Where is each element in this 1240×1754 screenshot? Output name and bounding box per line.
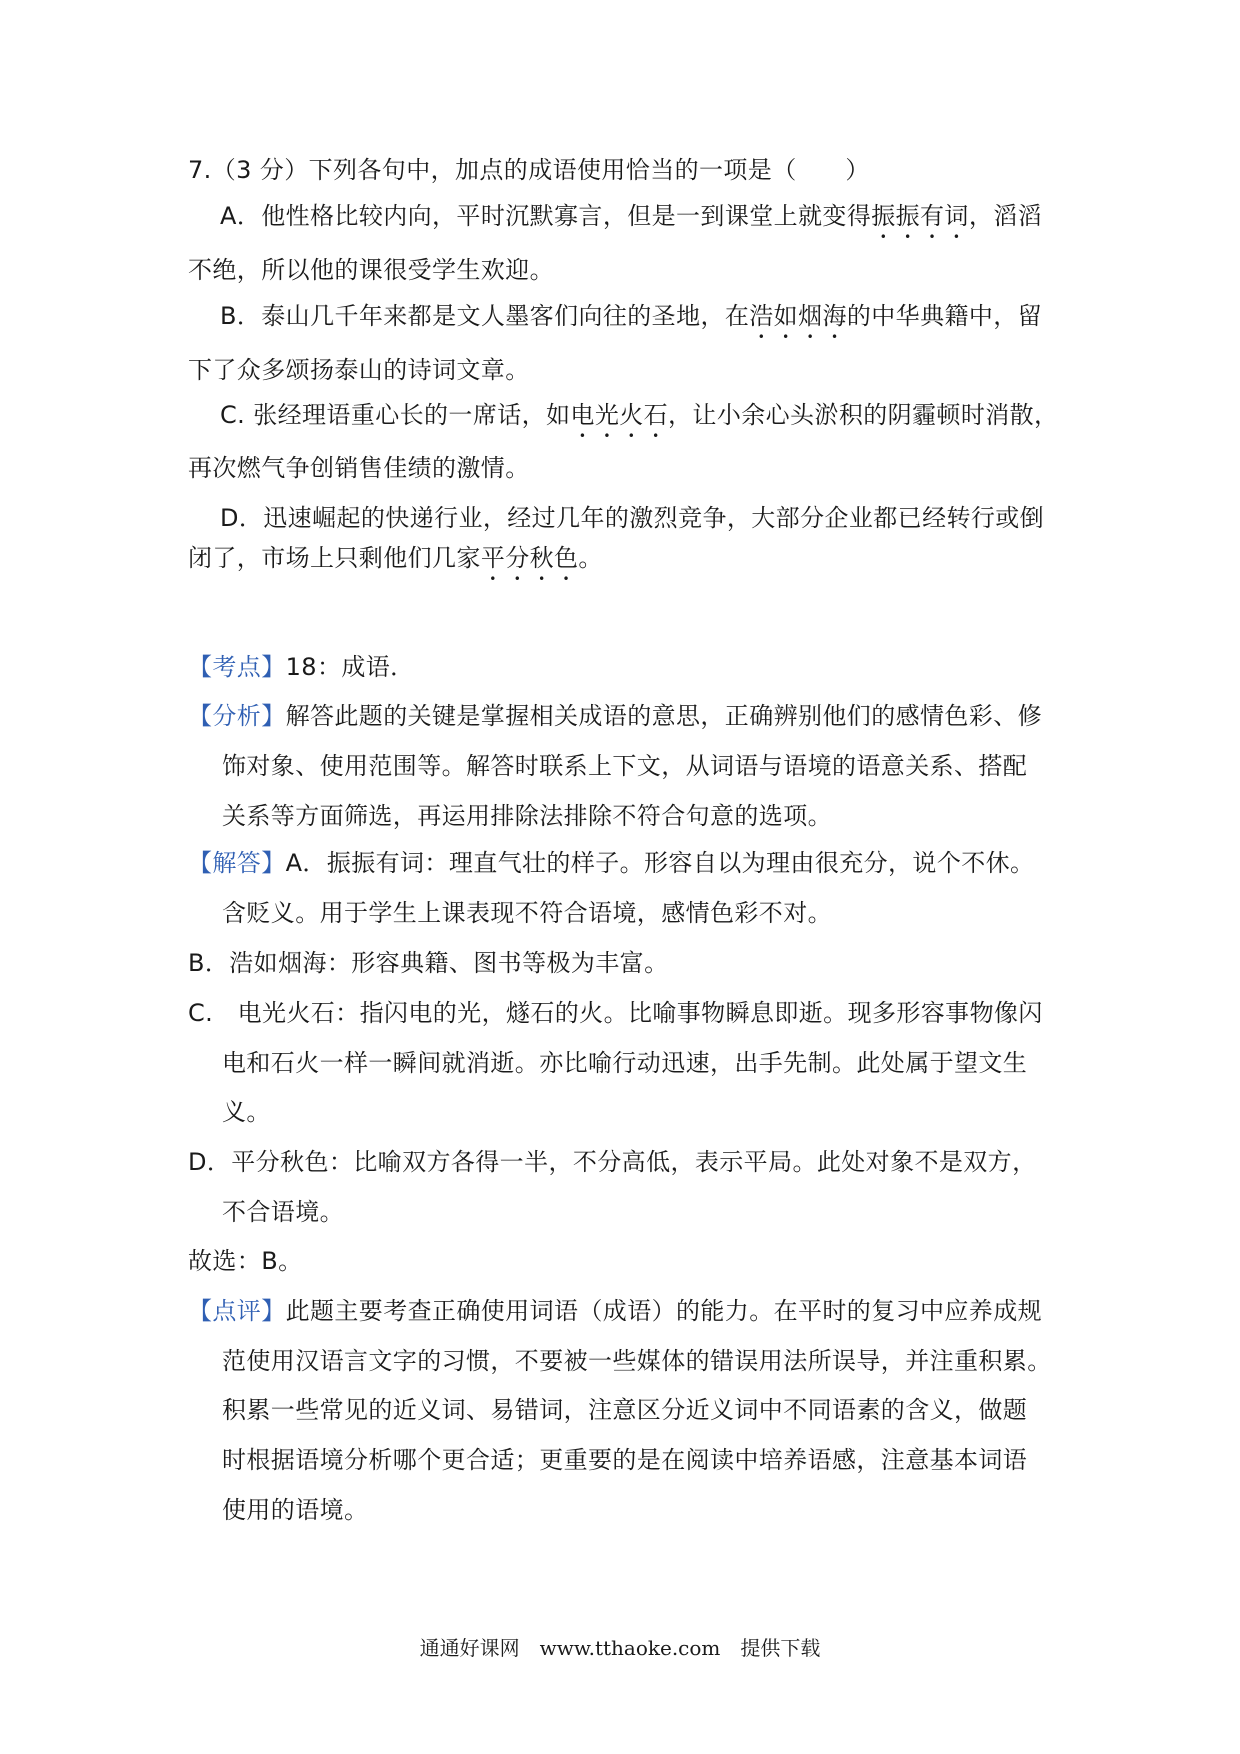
jieda-line-c3: 义。 — [222, 1098, 271, 1126]
dianping-line5: 使用的语境。 — [222, 1496, 369, 1524]
option-a-line1 — [220, 199, 1042, 244]
option-d-line1: D．迅速崛起的快递行业，经过几年的激烈竞争，大部分企业都已经转行或倒 — [220, 504, 1045, 532]
fenxi-line1 — [188, 699, 1042, 733]
option-d-text-post: 。 — [578, 544, 603, 572]
fenxi-line3: 关系等方面筛选，再运用排除法排除不符合句意的选项。 — [222, 802, 832, 830]
option-b-line1 — [220, 299, 1042, 344]
jieda-line-c2: 电和石火一样一瞬间就消逝。亦比喻行动迅速，出手先制。此处属于望文生 — [222, 1049, 1028, 1077]
dianping-text-1: 此题主要考查正确使用词语（成语）的能力。在平时的复习中应养成规 — [285, 1297, 1043, 1325]
option-a-text-post: ，滔滔 — [968, 202, 1043, 230]
question-stem: 7.（3 分）下列各句中，加点的成语使用恰当的一项是（ ） — [188, 156, 870, 184]
jieda-line-c1: C. 电光火石：指闪电的光，燧石的火。比喻事物瞬息即逝。现多形容事物像闪 — [188, 999, 1043, 1027]
footer-text: 通通好课网 www.tthaoke.com 提供下载 — [419, 1636, 821, 1660]
jieda-line-a2: 含贬义。用于学生上课表现不符合语境，感情色彩不对。 — [222, 899, 832, 927]
dianping-line2: 范使用汉语言文字的习惯，不要被一些媒体的错误用法所误导，并注重积累。 — [222, 1347, 1052, 1375]
jieda-tag: 【解答】 — [188, 849, 286, 877]
option-b-line2: 下了众多颂扬泰山的诗词文章。 — [188, 356, 530, 384]
jieda-line-a1 — [188, 846, 1034, 880]
option-a-line2: 不绝，所以他的课很受学生欢迎。 — [188, 256, 554, 284]
jieda-a-text-1: A．振振有词：理直气壮的样子。形容自以为理由很充分，说个不休。 — [285, 849, 1035, 877]
option-b-text-pre: B．泰山几千年来都是文人墨客们向往的圣地，在 — [220, 302, 750, 330]
kaodian-line — [188, 650, 415, 684]
jieda-line-d1: D．平分秋色：比喻双方各得一半，不分高低，表示平局。此处对象不是双方， — [188, 1148, 1037, 1176]
option-d-text-pre: 闭了，市场上只剩他们几家 — [188, 544, 481, 572]
option-c-text-pre: C. 张经理语重心长的一席话，如 — [220, 401, 571, 429]
option-c-idiom: 电光火石 — [570, 401, 669, 429]
option-c-line1 — [220, 398, 1058, 443]
jieda-line-b: B．浩如烟海：形容典籍、图书等极为丰富。 — [188, 949, 669, 977]
dianping-line3: 积累一些常见的近义词、易错词，注意区分近义词中不同语素的含义，做题 — [222, 1396, 1028, 1424]
dianping-line4: 时根据语境分析哪个更合适；更重要的是在阅读中培养语感，注意基本词语 — [222, 1446, 1028, 1474]
kaodian-text: 18：成语． — [285, 653, 415, 681]
option-d-idiom: 平分秋色 — [480, 544, 579, 572]
option-c-text-post: ，让小余心头淤积的阴霾顿时消散， — [668, 401, 1059, 429]
option-d-line2 — [188, 541, 603, 586]
option-a-text-pre: A．他性格比较内向，平时沉默寡言，但是一到课堂上就变得 — [220, 202, 872, 230]
kaodian-tag: 【考点】 — [188, 653, 286, 681]
option-b-idiom: 浩如烟海 — [749, 302, 847, 330]
jieda-line-d2: 不合语境。 — [222, 1198, 344, 1226]
fenxi-text-1: 解答此题的关键是掌握相关成语的意思，正确辨别他们的感情色彩、修 — [285, 702, 1043, 730]
dianping-tag: 【点评】 — [188, 1297, 286, 1325]
answer-line: 故选：B。 — [188, 1247, 303, 1275]
option-c-line2: 再次燃气争创销售佳绩的激情。 — [188, 454, 530, 482]
fenxi-tag: 【分析】 — [188, 702, 286, 730]
option-a-idiom: 振振有词 — [871, 202, 969, 230]
option-b-text-post: 的中华典籍中，留 — [846, 302, 1043, 330]
fenxi-line2: 饰对象、使用范围等。解答时联系上下文，从词语与语境的语意关系、搭配 — [222, 752, 1028, 780]
dianping-line1 — [188, 1294, 1042, 1328]
